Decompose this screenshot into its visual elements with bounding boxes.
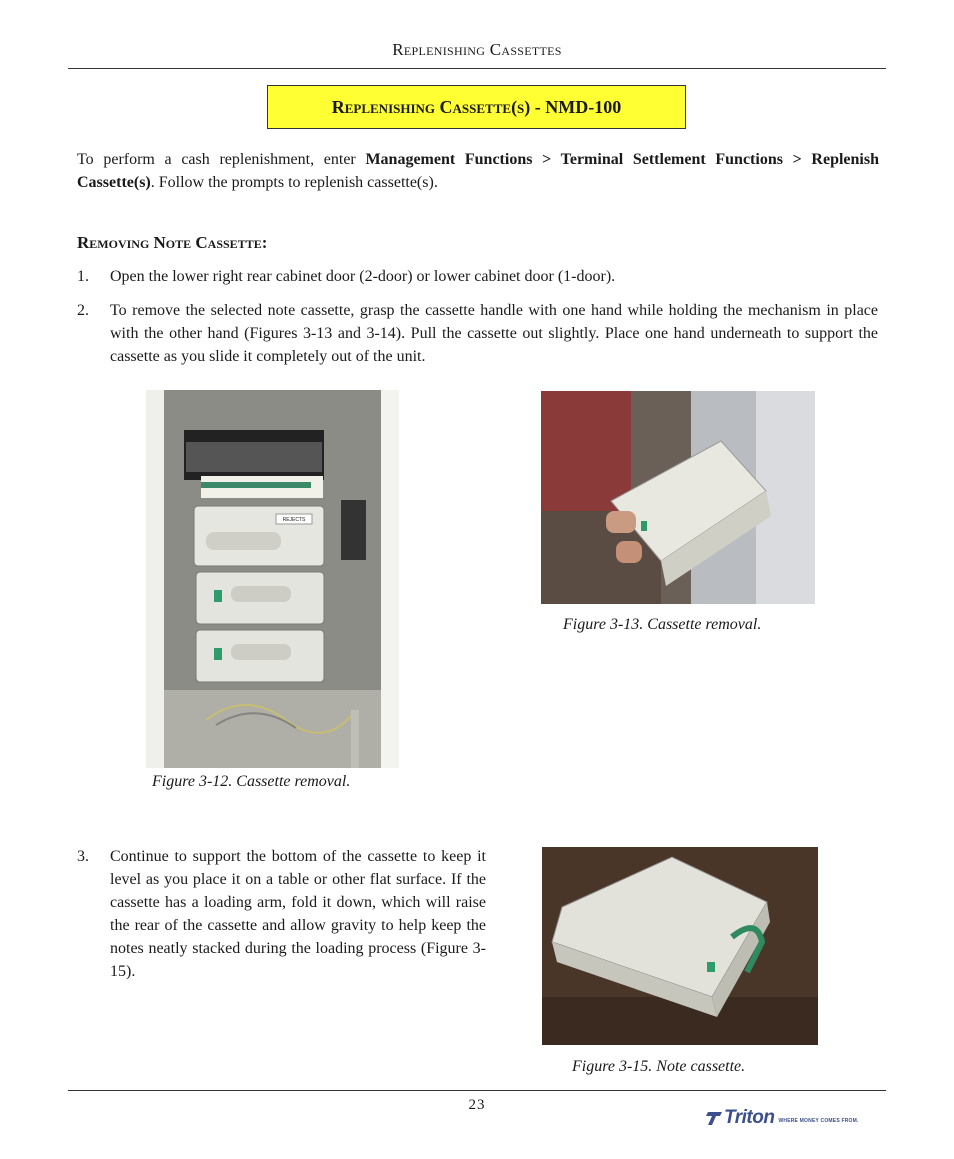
rejects-label: REJECTS <box>282 517 306 523</box>
intro-paragraph <box>77 148 879 194</box>
triton-logo <box>706 1107 859 1129</box>
step-3-number: 3. <box>77 848 89 865</box>
intro-menu-path: Management Functions > Terminal Settlement Functions > Replenish Cassette(s) <box>77 151 880 191</box>
cabinet-illustration <box>146 390 399 768</box>
footer-rule <box>68 1090 886 1091</box>
page-number: 23 <box>468 1097 486 1113</box>
logo-tagline: WHERE MONEY COMES FROM. <box>778 1118 859 1124</box>
intro-text-before: To perform a cash replenishment, enter <box>77 151 366 168</box>
logo-wordmark: Triton <box>724 1107 775 1128</box>
figure-3-15-caption: Figure 3-15. Note cassette. <box>572 1058 746 1075</box>
figure-3-12-caption: Figure 3-12. Cassette removal. <box>152 773 351 790</box>
section-title-box <box>267 85 686 129</box>
figure-3-13-photo <box>541 391 815 604</box>
step-1-text: Open the lower right rear cabinet door (2-door) or lower cabinet door (1-door). <box>110 268 616 285</box>
step-2-text: To remove the selected note cassette, grasp the cassette handle with one hand while holding the mechanism in place with the other hand (Figures 3-13 and 3-14). Pull the cassette out slightly. Place one hand underneath to support the cassette as you slide it completely out of the unit. <box>110 302 878 365</box>
step-2-number: 2. <box>77 302 89 319</box>
running-header: Replenishing Cassettes <box>392 40 562 59</box>
intro-text-after: . Follow the prompts to replenish cassette(s). <box>150 174 438 191</box>
figure-3-15-photo <box>542 847 818 1045</box>
figure-3-12-photo <box>146 390 399 768</box>
subheading-removing-note-cassette: Removing Note Cassette: <box>77 233 268 252</box>
section-title: Replenishing Cassette(s) - NMD-100 <box>331 96 622 117</box>
header-rule <box>68 68 886 69</box>
cassette-removal-illustration <box>541 391 815 604</box>
triton-mark-icon <box>706 1110 724 1126</box>
figure-3-13-caption: Figure 3-13. Cassette removal. <box>563 616 762 633</box>
note-cassette-illustration <box>542 847 818 1045</box>
step-3-text: Continue to support the bottom of the cassette to keep it level as you place it on a table or other flat surface. If the cassette has a loading arm, fold it down, which will raise the rear of the cassette and allow gravity to help keep the notes neatly stacked during the loading process (Figure 3-15). <box>110 848 486 980</box>
step-1-number: 1. <box>77 268 89 285</box>
